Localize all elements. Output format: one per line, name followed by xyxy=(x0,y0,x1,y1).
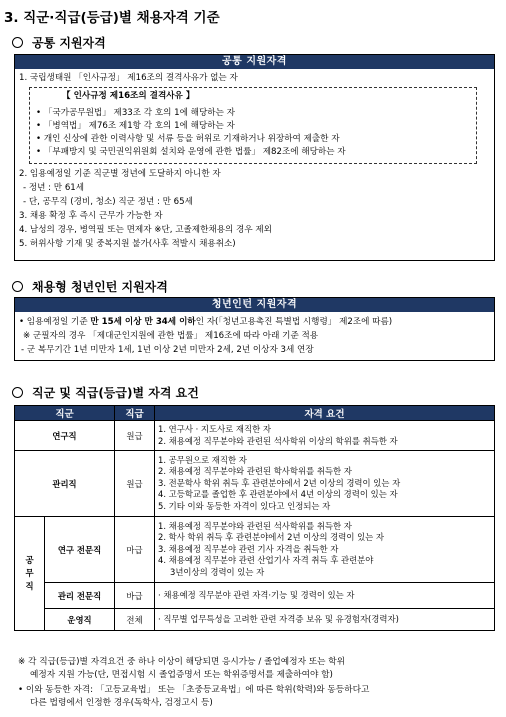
common-item-5: 5. 허위사항 기재 및 중복지원 불가(사후 적발시 채용취소) xyxy=(19,239,236,249)
table-row xyxy=(15,609,495,631)
public-vertical-label xyxy=(15,554,44,593)
header-requirements: 자격 요건 xyxy=(155,406,495,421)
header-category: 직군 xyxy=(15,406,115,421)
requirement-cell: 1. 연구사 · 지도사로 재직한 자 2. 채용예정 직무분야와 관련된 석사학위 이상의 학위를 취득한 자 xyxy=(155,421,495,451)
grade-cell: 전체 xyxy=(115,609,155,631)
note-line: ※ 각 직급(등급)별 자격요건 중 하나 이상이 해당되면 응시가능 / 졸업예정자 또는 학위 xyxy=(18,657,346,667)
youth-age-requirement: • 임용예정일 기준 만 15세 이상 만 34세 이하인 자(「청년고용촉진 특별법 시행령」 제2조에 따름) xyxy=(19,317,393,327)
category-admin-pro: 관리 전문직 xyxy=(45,583,115,609)
youth-military-extension: - 군 복무기간 1년 미만자 1세, 1년 이상 2년 미만자 2세, 2년 이상자 3세 연장 xyxy=(21,345,314,355)
grade-cell: 원급 xyxy=(115,421,155,451)
note-line: 다른 법령에서 인정한 경우(독학사, 검정고시 등) xyxy=(30,698,213,708)
note-line: 예정자 지원 가능(단, 면접시험 시 졸업증명서 또는 학위증명서를 제출하여야 함) xyxy=(30,670,333,680)
youth-military-note: ※ 군필자의 경우 「제대군인지원에 관한 법률」 제16조에 따라 아래 기준 적용 xyxy=(23,331,319,341)
page-title: 3. 직군·직급(등급)별 채용자격 기준 xyxy=(4,10,220,26)
circle-bullet-icon xyxy=(12,387,23,398)
disqualification-item: • 개인 신상에 관한 이력사항 및 서류 등을 허위로 기재하거나 위장하여 제출한 자 xyxy=(36,134,340,144)
common-item-2a: - 정년 : 만 61세 xyxy=(23,183,85,193)
section-heading-requirements: 직군 및 직급(등급)별 자격 요건 xyxy=(6,384,199,401)
note-line: • 이와 동등한 자격: 「고등교육법」 또는 「초중등교육법」에 따른 학위(학력)와 동등하다고 xyxy=(18,685,370,695)
category-research-pro: 연구 전문직 xyxy=(45,517,115,583)
grade-cell: 원급 xyxy=(115,451,155,517)
public-label-char: 무 xyxy=(25,568,34,578)
common-qualification-box xyxy=(14,54,495,261)
table-header-row xyxy=(15,406,495,421)
common-item-1: 1. 국립생태원 「인사규정」 제16조의 결격사유가 없는 자 xyxy=(19,73,238,83)
table-row xyxy=(15,517,495,583)
category-operation: 운영직 xyxy=(45,609,115,631)
common-box-title: 공통 지원자격 xyxy=(15,55,494,69)
section-heading-youth: 채용형 청년인턴 지원자격 xyxy=(6,278,168,295)
category-public xyxy=(15,517,45,631)
common-item-4: 4. 남성의 경우, 병역필 또는 면제자 ※단, 고졸제한채용의 경우 제외 xyxy=(19,225,272,235)
youth-box-title: 청년인턴 지원자격 xyxy=(15,298,494,312)
category-admin: 관리직 xyxy=(15,451,115,517)
grade-cell: 바급 xyxy=(115,583,155,609)
requirement-cell: · 채용예정 직무분야 관련 자격·기능 및 경력이 있는 자 xyxy=(155,583,495,609)
table-row xyxy=(15,583,495,609)
requirement-cell: · 직무별 업무특성을 고려한 관련 자격증 보유 및 유경험자(경력자) xyxy=(155,609,495,631)
circle-bullet-icon xyxy=(12,37,23,48)
table-row xyxy=(15,421,495,451)
requirements-table xyxy=(14,405,495,631)
requirement-cell: 1. 채용예정 직무분야와 관련된 석사학위를 취득한 자 2. 학사 학위 취득 후 관련분야에서 2년 이상의 경력이 있는 자 3. 채용예정 직무분야 관련 기사 자격을 취득한 자 4. 채용예정 직무분야 관련 산업기사 자격 취득 후 관련분야 3년이상의 경력이 있는 자 xyxy=(155,517,495,583)
common-item-2b: - 단, 공무직 (경비, 청소) 직군 정년 : 만 65세 xyxy=(23,197,193,207)
requirement-cell: 1. 공무원으로 재직한 자 2. 채용예정 직무분야와 관련된 학사학위를 취득한 자 3. 전문학사 학위 취득 후 관련분야에서 2년 이상의 경력이 있는 자 4. 고등학교를 졸업한 후 관련분야에서 4년 이상의 경력이 있는 자 5. 기타 이와 동등한 자격이 있다고 인정되는 자 xyxy=(155,451,495,517)
section-heading-common: 공통 지원자격 xyxy=(6,34,106,51)
header-grade: 직급 xyxy=(115,406,155,421)
disqualification-item: • 「부패방지 및 국민권익위원회 설치와 운영에 관한 법률」 제82조에 해당하는 자 xyxy=(36,147,346,157)
common-item-2: 2. 임용예정일 기준 직군별 정년에 도달하지 아니한 자 xyxy=(19,169,221,179)
circle-bullet-icon xyxy=(12,281,23,292)
common-item-3: 3. 채용 확정 후 즉시 근무가 가능한 자 xyxy=(19,211,163,221)
public-label-char: 직 xyxy=(25,581,34,591)
public-label-char: 공 xyxy=(25,555,34,565)
disqualification-box xyxy=(29,87,477,164)
disqualification-title: 【 인사규정 제16조의 결격사유 】 xyxy=(62,91,195,101)
table-row xyxy=(15,451,495,517)
category-research: 연구직 xyxy=(15,421,115,451)
grade-cell: 마급 xyxy=(115,517,155,583)
disqualification-item: • 「국가공무원법」 제33조 각 호의 1에 해당하는 자 xyxy=(36,108,235,118)
disqualification-item: • 「병역법」 제76조 제1항 각 호의 1에 해당하는 자 xyxy=(36,121,235,131)
youth-intern-box xyxy=(14,297,495,361)
